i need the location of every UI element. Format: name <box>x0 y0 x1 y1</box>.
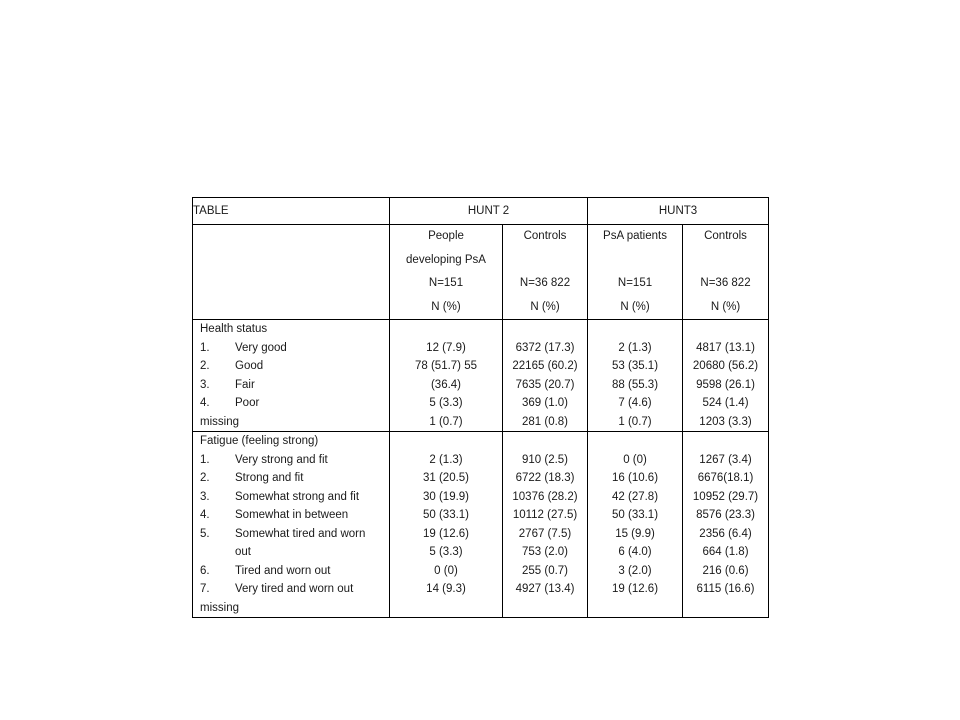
row-label <box>193 488 389 507</box>
cell-value: 10952 (29.7) <box>692 490 759 503</box>
section-title-health-status: Health status <box>200 323 268 335</box>
row-label <box>193 376 389 395</box>
cell-value: 50 (33.1) <box>422 509 470 521</box>
cell-value: 14 (9.3) <box>426 583 466 595</box>
fatigue-section <box>193 432 769 618</box>
subheader-line1: Controls <box>523 230 567 242</box>
cell-value: 19 (12.6) <box>422 527 470 540</box>
subheader-line1: PsA patients <box>603 230 667 242</box>
cell-value: 369 (1.0) <box>521 397 569 409</box>
health-col-hunt3-controls <box>683 320 769 432</box>
subheader-row <box>193 225 769 320</box>
row-label <box>193 357 389 376</box>
row-label <box>193 339 389 358</box>
cell-value: 6115 (16.6) <box>696 583 755 595</box>
subheader-empty-cell <box>193 225 390 320</box>
row-label <box>193 451 389 470</box>
subheader-n: N=151 <box>428 277 464 289</box>
subheader-line2 <box>588 249 682 273</box>
row-text: missing <box>200 601 239 614</box>
cell-value: 524 (1.4) <box>702 397 749 409</box>
cell-value: 31 (20.5) <box>422 472 470 484</box>
health-col-hunt3-cases <box>588 320 683 432</box>
data-table <box>192 197 769 618</box>
cell-value: 753 (2.0) <box>521 546 569 558</box>
cell-value: 16 (10.6) <box>612 472 659 484</box>
fatigue-col-hunt3-cases <box>588 432 683 618</box>
group-header-hunt2: HUNT 2 <box>390 198 588 225</box>
row-text: missing <box>200 415 239 428</box>
cell-value: 7 (4.6) <box>618 397 652 409</box>
row-text: Poor <box>235 397 260 409</box>
fatigue-col-hunt3-controls <box>683 432 769 618</box>
cell-value: 2 (1.3) <box>429 453 463 466</box>
cell-value: 6372 (17.3) <box>515 341 575 354</box>
cell-value: 3 (2.0) <box>618 564 652 577</box>
cell-value: 6722 (18.3) <box>515 472 575 484</box>
cell-value: 255 (0.7) <box>521 564 569 577</box>
cell-value: 1267 (3.4) <box>699 453 752 466</box>
row-text: Very strong and fit <box>235 453 328 466</box>
row-label <box>193 506 389 525</box>
cell-value: 88 (55.3) <box>612 378 659 391</box>
subheader-line1: People <box>428 230 464 242</box>
row-label <box>193 580 389 599</box>
row-label <box>193 413 389 432</box>
health-col-hunt2-controls <box>503 320 588 432</box>
cell-value: 5 (3.3) <box>429 397 463 409</box>
subheader-n: N=36 822 <box>700 277 751 289</box>
cell-value: 2356 (6.4) <box>699 527 752 540</box>
cell-value: 50 (33.1) <box>612 509 659 521</box>
cell-value: 0 (0) <box>623 453 647 466</box>
subheader-unit: N (%) <box>431 300 461 313</box>
cell-value: 0 (0) <box>434 564 458 577</box>
row-number: 2. <box>200 472 210 484</box>
section-title-fatigue: Fatigue (feeling strong) <box>200 435 319 447</box>
row-number: 3. <box>200 490 210 503</box>
cell-value: 10376 (28.2) <box>512 490 578 503</box>
cell-value: 664 (1.8) <box>702 546 749 558</box>
row-label <box>193 599 389 618</box>
cell-value: 4927 (13.4) <box>515 583 575 595</box>
health-col-hunt2-cases <box>390 320 503 432</box>
fatigue-labels-cell <box>193 432 390 618</box>
cell-value: 1 (0.7) <box>618 415 652 428</box>
row-number: 1. <box>200 341 210 354</box>
row-text: Strong and fit <box>235 472 304 484</box>
row-number: 3. <box>200 378 210 391</box>
health-status-section <box>193 320 769 432</box>
row-number: 4. <box>200 509 210 521</box>
subheader-unit: N (%) <box>620 300 650 313</box>
row-label <box>193 562 389 581</box>
row-text: Somewhat tired and worn <box>235 527 366 540</box>
row-number: 6. <box>200 564 210 577</box>
row-text: Good <box>235 360 264 372</box>
row-number: 4. <box>200 397 210 409</box>
row-number: 1. <box>200 453 210 466</box>
fatigue-col-hunt2-controls <box>503 432 588 618</box>
row-number: 2. <box>200 360 210 372</box>
cell-value: 15 (9.9) <box>615 527 655 540</box>
cell-value: 53 (35.1) <box>612 360 659 372</box>
cell-value: (36.4) <box>430 378 462 391</box>
group-header-hunt3: HUNT3 <box>588 198 769 225</box>
cell-value: 6 (4.0) <box>618 546 652 558</box>
subheader-hunt3-controls <box>683 225 769 320</box>
subheader-line2: developing PsA <box>406 253 486 266</box>
cell-value: 20680 (56.2) <box>692 360 759 372</box>
cell-value: 6676(18.1) <box>697 472 754 484</box>
table-title-row <box>193 198 769 225</box>
cell-value: 1203 (3.3) <box>699 415 752 428</box>
row-text: Very good <box>235 341 287 354</box>
row-number: 5. <box>200 527 210 540</box>
health-labels-cell <box>193 320 390 432</box>
row-label <box>193 543 389 562</box>
cell-value: 7635 (20.7) <box>515 378 575 391</box>
cell-value: 5 (3.3) <box>429 546 463 558</box>
subheader-hunt3-cases <box>588 225 683 320</box>
cell-value: 30 (19.9) <box>422 490 470 503</box>
subheader-n: N=151 <box>617 277 653 289</box>
row-number <box>193 543 235 562</box>
subheader-unit: N (%) <box>710 300 741 313</box>
row-label <box>193 394 389 413</box>
cell-value: 216 (0.6) <box>702 564 749 577</box>
cell-value: 4817 (13.1) <box>696 341 755 354</box>
row-text: Fair <box>235 378 255 391</box>
row-label <box>193 525 389 544</box>
subheader-n: N=36 822 <box>519 277 571 289</box>
cell-value: 910 (2.5) <box>521 453 569 466</box>
row-text: Very tired and worn out <box>235 583 354 595</box>
cell-value: 2 (1.3) <box>618 341 652 354</box>
cell-value: 78 (51.7) 55 <box>414 360 477 372</box>
subheader-line2 <box>683 249 768 273</box>
table-corner-label: TABLE <box>193 198 390 225</box>
cell-value: 8576 (23.3) <box>696 509 755 521</box>
row-text: Somewhat in between <box>235 509 349 521</box>
cell-value: 281 (0.8) <box>521 415 569 428</box>
cell-value: 12 (7.9) <box>426 341 466 354</box>
cell-value: 22165 (60.2) <box>512 360 578 372</box>
cell-value: 19 (12.6) <box>612 583 659 595</box>
row-text: Tired and worn out <box>235 564 331 577</box>
subheader-line1: Controls <box>704 230 747 242</box>
cell-value: 2767 (7.5) <box>518 527 572 540</box>
subheader-hunt2-controls <box>503 225 588 320</box>
subheader-line2 <box>503 249 587 273</box>
row-number: 7. <box>200 583 210 595</box>
subheader-hunt2-cases <box>390 225 503 320</box>
cell-value: 10112 (27.5) <box>512 509 578 521</box>
row-text: Somewhat strong and fit <box>235 490 360 503</box>
row-label <box>193 469 389 488</box>
fatigue-col-hunt2-cases <box>390 432 503 618</box>
row-text: out <box>235 546 251 558</box>
cell-value: 1 (0.7) <box>429 415 463 428</box>
cell-value: 9598 (26.1) <box>696 378 755 391</box>
subheader-unit: N (%) <box>530 300 560 313</box>
cell-value: 42 (27.8) <box>612 490 659 503</box>
